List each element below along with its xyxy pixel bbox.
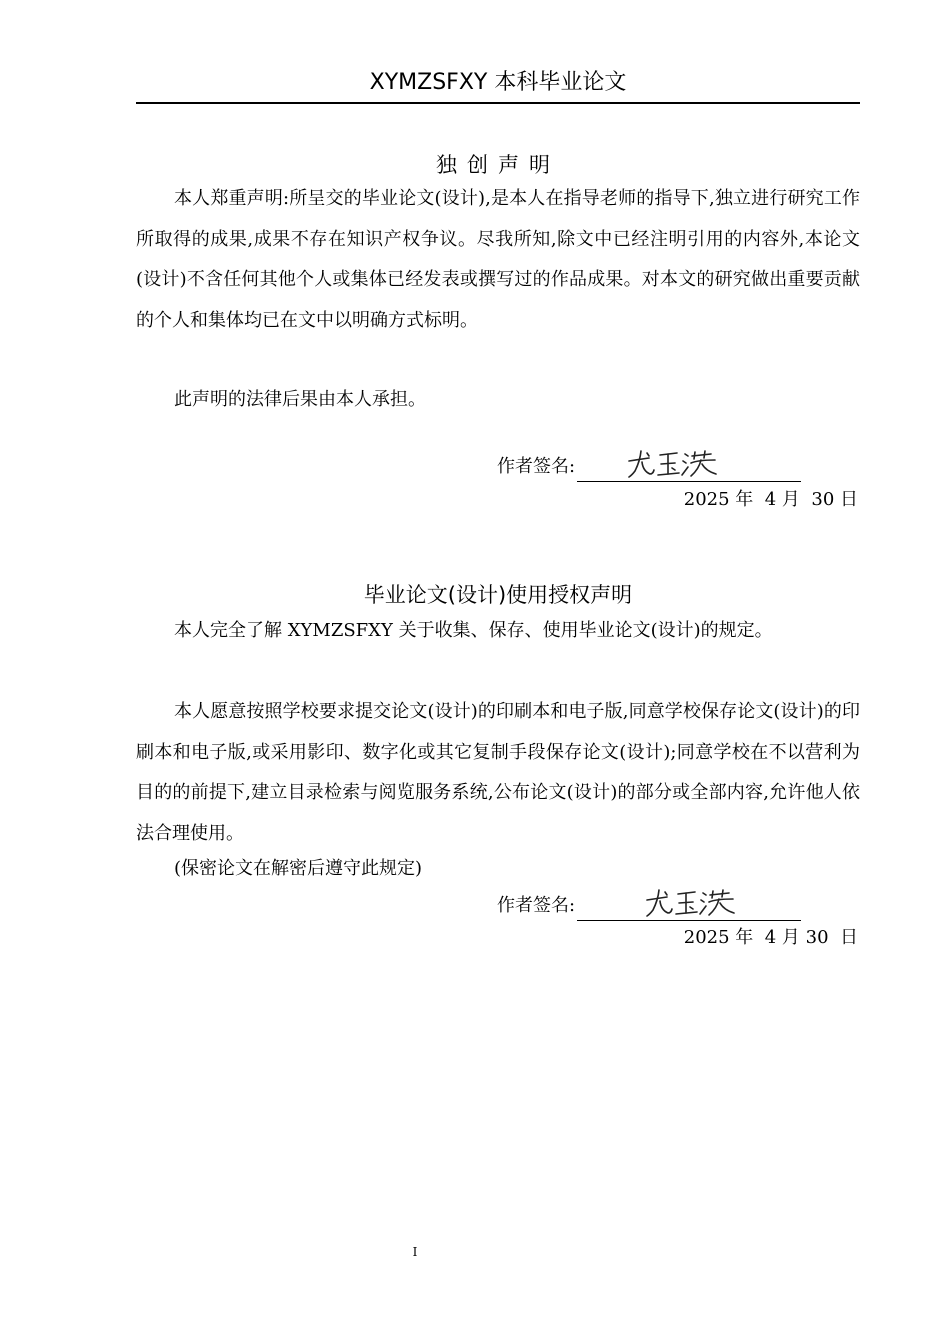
handwritten-signature xyxy=(643,886,739,920)
authorization-paragraph-3: (保密论文在解密后遵守此规定) xyxy=(174,858,423,879)
originality-title: 独创声明 xyxy=(436,153,560,177)
originality-paragraph-2: 此声明的法律后果由本人承担。 xyxy=(174,389,426,410)
header-title: XYMZSFXY 本科毕业论文 xyxy=(369,70,627,95)
authorization-paragraph-1: 本人完全了解 XYMZSFXY 关于收集、保存、使用毕业论文(设计)的规定。 xyxy=(174,620,773,641)
page-number: I xyxy=(412,1245,418,1259)
authorization-date: 2025 年 4 月 30 日 xyxy=(683,927,858,948)
authorization-paragraph-2: 本人愿意按照学校要求提交论文(设计)的印刷本和电子版,同意学校保存论文(设计)的印刷本和电子版,或采用影印、数字化或其它复制手段保存论文(设计);同意学校在不以营利为目的的前提下,建立目录检索与阅览服务系统,公布论文(设计)的部分或全部内容,允许他人依法合理使用。 xyxy=(136,701,860,844)
authorization-signature-row xyxy=(497,891,801,921)
originality-signature-row xyxy=(497,452,801,482)
signature-line xyxy=(577,455,801,482)
signature-label: 作者签名: xyxy=(497,456,576,477)
authorization-title: 毕业论文(设计)使用授权声明 xyxy=(363,583,633,607)
page-header xyxy=(136,66,860,104)
originality-date: 2025 年 4 月 30 日 xyxy=(683,489,858,510)
signature-line xyxy=(577,894,801,921)
originality-paragraph-1: 本人郑重声明:所呈交的毕业论文(设计),是本人在指导老师的指导下,独立进行研究工作所取得的成果,成果不存在知识产权争议。尽我所知,除文中已经注明引用的内容外,本论文(设计)不含任何其他个人或集体已经发表或撰写过的作品成果。对本文的研究做出重要贡献的个人和集体均已在文中以明确方式标明。 xyxy=(136,188,860,331)
signature-label: 作者签名: xyxy=(497,895,576,916)
handwritten-signature xyxy=(625,447,721,481)
